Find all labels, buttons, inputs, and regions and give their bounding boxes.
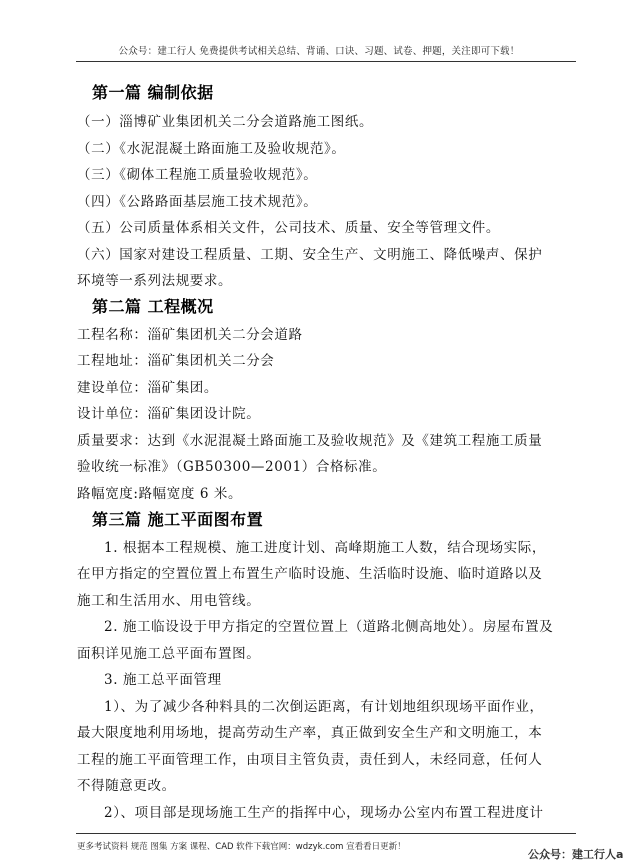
section1-line: （一）淄博矿业集团机关二分会道路施工图纸。 — [77, 114, 374, 130]
section1-line: （六）国家对建设工程质量、工期、安全生产、文明施工、降低噪声、保护 — [77, 247, 543, 263]
section2-heading: 第二篇 工程概况 — [92, 297, 214, 316]
section3-line: 最大限度地利用场地，提高劳动生产率，真正做到安全生产和文明施工，本 — [77, 725, 543, 741]
section2-line: 工程名称：淄矿集团机关二分会道路 — [77, 327, 303, 343]
footer-watermark: 公众号：建工行人a — [528, 848, 624, 861]
section3-line: 面积详见施工总平面布置图。 — [77, 646, 261, 662]
section3-line: 施工和生活用水、用电管线。 — [77, 593, 261, 609]
section3-line: 1. 根据本工程规模、施工进度计划、高峰期施工人数，结合现场实际， — [104, 540, 546, 556]
section1-line: （二）《水泥混凝土路面施工及验收规范》。 — [77, 141, 346, 157]
section1-line: （三）《砌体工程施工质量验收规范》。 — [77, 167, 318, 183]
section3-line: 工程的施工平面管理工作，由项目主管负责，责任到人，未经同意，任何人 — [77, 752, 543, 768]
section3-heading: 第三篇 施工平面图布置 — [92, 510, 264, 529]
section1-line: （四）《公路路面基层施工技术规范》。 — [77, 194, 318, 210]
section3-line: 在甲方指定的空置位置上布置生产临时设施、生活临时设施、临时道路以及 — [77, 566, 543, 582]
section3-line: 2. 施工临设设于甲方指定的空置位置上（道路北侧高地处）。房屋布置及 — [104, 619, 554, 635]
section2-line: 质量要求：达到《水泥混凝土路面施工及验收规范》及《建筑工程施工质量 — [77, 433, 543, 449]
footer-rule — [76, 833, 576, 834]
section2-line: 验收统一标准》（GB50300—2001）合格标准。 — [77, 459, 387, 475]
page-header: 公众号：建工行人 免费提供考试相关总结、背诵、口诀、习题、试卷、押题，关注即可下载！ — [118, 46, 520, 57]
section3-line: 1）、为了减少各种料具的二次倒运距离，有计划地组织现场平面作业， — [104, 699, 544, 715]
section2-line: 建设单位：淄矿集团。 — [77, 380, 218, 396]
section2-line: 工程地址：淄矿集团机关二分会 — [77, 353, 275, 369]
section2-line: 设计单位：淄矿集团设计院。 — [77, 406, 261, 422]
section1-line: 环境等一系列法规要求。 — [77, 273, 233, 289]
footer-left-text: 更多考试资料 规范 图集 方案 课程、CAD 软件下载官网：wdzyk.com 宣看看日更新！ — [77, 842, 406, 852]
header-rule — [76, 61, 576, 62]
section2-line: 路幅宽度:路幅宽度 6 米。 — [77, 486, 243, 502]
section3-line: 2）、项目部是现场施工生产的指挥中心，现场办公室内布置工程进度计 — [104, 805, 544, 821]
section3-line: 3. 施工总平面管理 — [104, 672, 222, 688]
section1-line: （五）公司质量体系相关文件，公司技术、质量、安全等管理文件。 — [77, 220, 500, 236]
section3-line: 不得随意更改。 — [77, 778, 176, 794]
section1-heading: 第一篇 编制依据 — [92, 83, 214, 102]
